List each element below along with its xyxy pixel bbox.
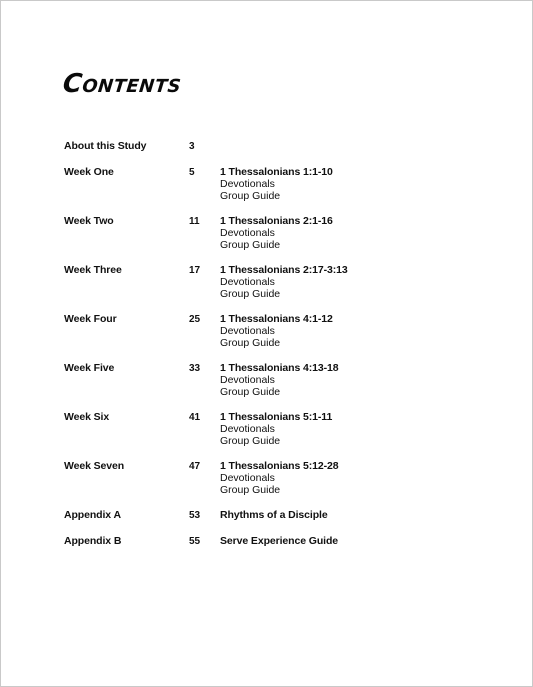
toc-label: Appendix B [64, 535, 122, 547]
toc-page-number: 5 [189, 167, 195, 178]
toc-row [64, 362, 494, 398]
toc-detail-sub: Group Guide [220, 190, 281, 202]
toc-label: Appendix A [64, 509, 121, 521]
toc-detail-title: 1 Thessalonians 4:1-12 [220, 313, 333, 325]
toc-detail-sub: Devotionals [220, 374, 275, 386]
toc-label: About this Study [64, 140, 147, 152]
toc-label: Week Seven [64, 460, 125, 472]
toc-row [64, 411, 494, 447]
toc-detail-sub: Devotionals [220, 472, 275, 484]
toc-row [64, 166, 494, 202]
toc-page-number: 47 [189, 461, 201, 472]
toc-detail-title: 1 Thessalonians 1:1-10 [220, 166, 333, 178]
toc-page-number: 55 [189, 536, 201, 547]
toc-label: Week Six [64, 411, 110, 423]
toc-detail-sub: Devotionals [220, 276, 275, 288]
toc-detail [220, 411, 494, 447]
toc-detail [220, 362, 494, 398]
toc-detail-sub: Devotionals [220, 423, 275, 435]
toc-label: Week Three [64, 264, 122, 276]
table-of-contents [64, 140, 494, 548]
toc-row [64, 140, 494, 153]
toc-page-number: 17 [189, 265, 201, 276]
toc-detail [220, 215, 494, 251]
toc-label: Week One [64, 166, 114, 178]
toc-detail [220, 264, 494, 300]
toc-detail [220, 509, 494, 521]
toc-detail-title: 1 Thessalonians 2:17-3:13 [220, 264, 348, 276]
toc-row [64, 264, 494, 300]
toc-page-number: 3 [189, 141, 195, 152]
toc-detail-title: Rhythms of a Disciple [220, 509, 328, 521]
toc-row [64, 535, 494, 548]
toc-detail [220, 313, 494, 349]
toc-detail-title: 1 Thessalonians 4:13-18 [220, 362, 339, 374]
toc-detail [220, 166, 494, 202]
toc-detail-sub: Group Guide [220, 337, 281, 349]
page-title: Contents [61, 69, 183, 99]
toc-page-number: 53 [189, 510, 201, 521]
toc-label: Week Two [64, 215, 114, 227]
toc-detail-sub: Group Guide [220, 386, 281, 398]
toc-label: Week Four [64, 313, 117, 325]
toc-row [64, 313, 494, 349]
toc-detail-sub: Group Guide [220, 288, 281, 300]
toc-detail-title: 1 Thessalonians 5:1-11 [220, 411, 333, 423]
toc-detail [220, 535, 494, 547]
toc-detail-title: 1 Thessalonians 2:1-16 [220, 215, 333, 227]
toc-row [64, 215, 494, 251]
toc-detail-title: Serve Experience Guide [220, 535, 339, 547]
toc-detail-sub: Group Guide [220, 435, 281, 447]
toc-detail-sub: Devotionals [220, 227, 275, 239]
toc-label: Week Five [64, 362, 115, 374]
toc-detail-sub: Devotionals [220, 325, 275, 337]
toc-page-number: 33 [189, 363, 201, 374]
toc-detail-sub: Devotionals [220, 178, 275, 190]
toc-row [64, 509, 494, 522]
toc-row [64, 460, 494, 496]
toc-page-number: 25 [189, 314, 201, 325]
toc-page-number: 11 [189, 216, 200, 227]
toc-detail [220, 460, 494, 496]
toc-detail-title: 1 Thessalonians 5:12-28 [220, 460, 339, 472]
toc-detail-sub: Group Guide [220, 239, 281, 251]
toc-page-number: 41 [189, 412, 201, 423]
toc-detail-sub: Group Guide [220, 484, 281, 496]
